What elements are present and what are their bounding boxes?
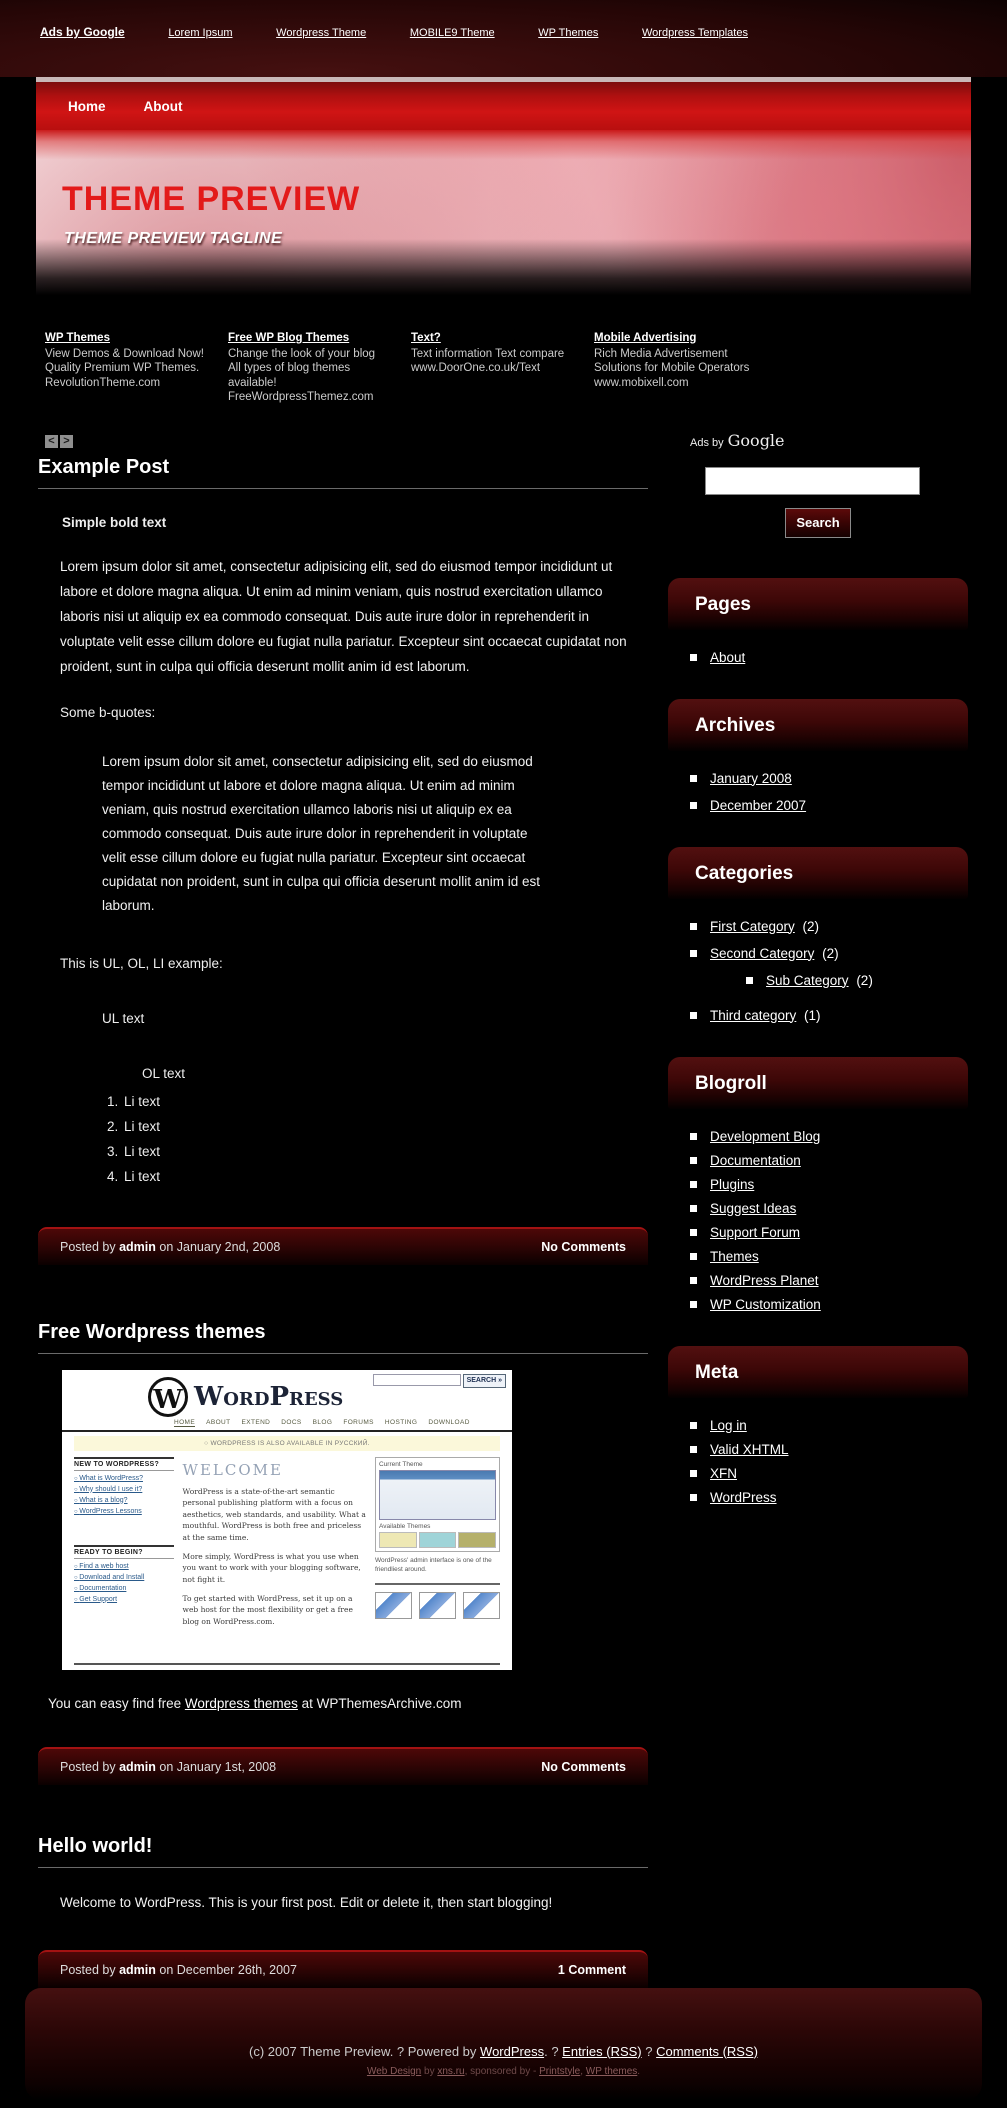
sidebar-link[interactable]: Third category (710, 1007, 797, 1023)
wp-current-theme-label: Current Theme (379, 1460, 423, 1468)
sidebar-list-item (690, 650, 968, 665)
sidebar-section-title: Meta (668, 1346, 968, 1398)
ordered-list (38, 1093, 648, 1185)
sidebar-search-button[interactable]: Search (785, 508, 851, 538)
footer (0, 1988, 1007, 2108)
wp-admin-caption: WordPress' admin interface is one of the friendliest around. (375, 1556, 492, 1573)
wp-search (373, 1374, 506, 1388)
sidebar-section-blogroll (668, 1057, 968, 1312)
list-example-label: This is UL, OL, LI example: (60, 955, 223, 971)
wp-nav-item[interactable]: EXTEND (241, 1418, 271, 1426)
ol-label: OL text (142, 1065, 186, 1081)
ad-text-line: Solutions for Mobile Operators (594, 362, 750, 374)
sidebar-link[interactable]: Themes (710, 1248, 759, 1264)
footer-box (25, 1988, 982, 2100)
wp-search-input[interactable] (373, 1374, 461, 1386)
wp-nav (174, 1419, 470, 1427)
post-meta-bar (38, 1747, 648, 1785)
sidebar-section-categories (668, 847, 968, 1023)
ad-text-line: Quality Premium WP Themes. (45, 362, 200, 374)
top-ad-link[interactable]: Wordpress Templates (642, 27, 748, 39)
sidebar-section-pages (668, 578, 968, 665)
wp-nav-item[interactable]: FORUMS (343, 1418, 374, 1426)
wp-left-link[interactable]: ○ Get Support (74, 1596, 174, 1603)
wp-language-notice: ○ WORDPRESS IS ALSO AVAILABLE IN РУССКИЙ. (74, 1436, 500, 1451)
post-meta-bar (38, 1950, 648, 1988)
post-bold-text: Simple bold text (62, 514, 167, 530)
text-link[interactable]: WordPress (480, 2043, 545, 2059)
text-link[interactable]: Wordpress themes (184, 1695, 298, 1711)
ad-text-line: available! (228, 376, 277, 389)
sidebar-list-item (746, 973, 968, 988)
post-title[interactable]: Hello world! (38, 1835, 648, 1868)
comments-link[interactable]: 1 Comment (557, 1962, 626, 1977)
sidebar-section-title: Categories (668, 847, 968, 899)
item-count: (2) (818, 945, 839, 961)
wp-left-link[interactable]: ○ Why should I use it? (74, 1486, 174, 1493)
posted-by-text: Posted by admin on January 1st, 2008 (60, 1759, 277, 1774)
sidebar-section-title: Pages (668, 578, 968, 630)
sidebar-link[interactable]: Development Blog (710, 1128, 821, 1144)
ad-text-line: www.DoorOne.co.uk/Text (411, 362, 541, 374)
wordpress-logo-icon: W (148, 1377, 188, 1417)
wp-nav-item[interactable]: BLOG (312, 1418, 333, 1426)
sidebar (668, 431, 968, 1514)
wp-theme-thumbnails (379, 1532, 496, 1548)
ad-column (45, 331, 228, 405)
ol-item: 1. Li text (122, 1093, 648, 1110)
sidebar-link[interactable]: WordPress (710, 1489, 777, 1505)
sidebar-list-item (690, 1490, 968, 1505)
wp-left-link[interactable]: ○ What is WordPress? (74, 1475, 174, 1482)
ads-by-google-link[interactable]: Ads by Google (40, 25, 125, 39)
ad-title-link[interactable]: Text? (411, 332, 441, 344)
ol-item: 2. Li text (122, 1118, 648, 1135)
google-logo: Google (727, 430, 785, 450)
free-themes-caption: You can easy find free Wordpress themes at WPThemesArchive.com (48, 1695, 462, 1711)
ad-title-link[interactable]: Mobile Advertising (594, 332, 697, 344)
ads-by-google-label: Ads by Google (690, 430, 785, 450)
ad-column (228, 331, 411, 405)
author-link[interactable]: admin (119, 1759, 156, 1774)
next-post-button[interactable]: > (60, 435, 73, 448)
comments-link[interactable]: No Comments (541, 1239, 626, 1254)
ad-column (411, 331, 594, 405)
wp-current-theme-box (375, 1457, 500, 1552)
wp-nav-item[interactable]: DOWNLOAD (428, 1418, 470, 1426)
sidebar-list-item (690, 1466, 968, 1481)
sidebar-link[interactable]: Support Forum (710, 1224, 801, 1240)
wp-nav-item[interactable]: HOME (174, 1418, 196, 1426)
sidebar-list-item (690, 1153, 968, 1168)
sidebar-section-title: Blogroll (668, 1057, 968, 1109)
sidebar-link[interactable]: December 2007 (710, 797, 807, 813)
sidebar-link[interactable]: XFN (710, 1465, 737, 1481)
sidebar-list-item (690, 1008, 968, 1023)
wp-left-link[interactable]: ○ Documentation (74, 1585, 174, 1592)
sidebar-link[interactable]: January 2008 (710, 770, 792, 786)
sidebar-link[interactable]: First Category (710, 918, 795, 934)
post-paragraph: Lorem ipsum dolor sit amet, consectetur adipisicing elit, sed do eiusmod tempor incididunt ut labore et dolore magna aliqua. Ut enim ad minim veniam, quis nostrud exercitation ullamco laboris nisi ut aliquip ex ea commodo consequat. Duis aute irure dolor in reprehenderit in voluptate velit esse cillum dolore eu fugiat nulla pariatur. Excepteur sint occaecat cupidatat non proident, sunt in culpa qui officia deserunt mollit anim id est laborum. (60, 558, 627, 674)
main-column (38, 431, 648, 1988)
sidebar-link[interactable]: Second Category (710, 945, 815, 961)
wp-nav-item[interactable]: DOCS (281, 1418, 302, 1426)
ad-text-line: RevolutionTheme.com (45, 376, 161, 389)
post-meta-bar (38, 1227, 648, 1265)
top-ads-bar (0, 0, 1007, 77)
wp-left-heading: NEW TO WORDPRESS? (74, 1457, 174, 1471)
wp-left-link[interactable]: ○ Download and Install (74, 1574, 174, 1581)
wp-available-themes-label: Available Themes (379, 1522, 431, 1530)
wp-paragraph: WordPress is a state-of-the-art semantic personal publishing platform with a focus on aesthetics, web standards, and usability. What a mouthful. WordPress is both free and priceless at the same time. (182, 1486, 366, 1542)
sidebar-list-item (690, 946, 968, 988)
top-ad-link[interactable]: WP Themes (538, 27, 599, 39)
wp-promo-cards (375, 1592, 500, 1619)
ad-title-link[interactable]: Free WP Blog Themes (228, 332, 350, 344)
site-title: THEME PREVIEW (62, 180, 361, 218)
wp-left-heading: READY TO BEGIN? (74, 1545, 174, 1559)
ol-item: 4. Li text (122, 1168, 648, 1185)
sidebar-section-meta (668, 1346, 968, 1505)
text-link[interactable]: Web Design (366, 2065, 422, 2077)
sidebar-list-item (690, 1129, 968, 1144)
wp-left-link[interactable]: ○ WordPress Lessons (74, 1508, 174, 1515)
ad-column (594, 331, 777, 405)
wp-header (62, 1370, 512, 1432)
author-link[interactable]: admin (119, 1239, 156, 1254)
sidebar-link[interactable]: Log in (710, 1417, 747, 1433)
sidebar-section-title: Archives (668, 699, 968, 751)
sidebar-link[interactable]: WordPress Planet (710, 1272, 819, 1288)
top-ads-links (0, 0, 748, 39)
wp-left-link[interactable]: ○ Find a web host (74, 1563, 174, 1570)
ad-text-line: Text information Text compare (411, 347, 565, 360)
ad-text-line: FreeWordpressThemez.com (228, 391, 374, 403)
sidebar-list-item (690, 1249, 968, 1264)
sidebar-search-input[interactable] (705, 467, 920, 495)
footer-credits: Web Design by xns.ru, sponsored by - Printstyle, WP themes. (366, 2065, 641, 2077)
ad-text-line: View Demos & Download Now! (45, 347, 204, 360)
top-ad-link[interactable]: Wordpress Theme (276, 27, 367, 39)
ul-item: UL text (102, 1010, 145, 1026)
ad-text-line: Rich Media Advertisement (594, 347, 728, 360)
blockquote: Lorem ipsum dolor sit amet, consectetur adipisicing elit, sed do eiusmod tempor incididunt ut labore et dolore magna aliqua. Ut enim ad minim veniam, quis nostrud exercitation ullamco laboris nisi ut aliquip ex ea commodo consequat. Duis aute irure dolor in reprehenderit in voluptate velit esse cillum dolore eu fugiat nulla pariatur. Excepteur sint occaecat cupidatat non proident, sunt in culpa qui officia deserunt mollit anim id est laborum. (102, 753, 541, 913)
sidebar-list-item (690, 1273, 968, 1288)
comments-link[interactable]: No Comments (541, 1759, 626, 1774)
wp-theme-column (375, 1457, 500, 1635)
top-ad-link[interactable]: MOBILE9 Theme (409, 27, 495, 39)
sidebar-list-item (690, 1297, 968, 1312)
nav-item-about[interactable]: About (143, 98, 183, 114)
site-tagline: THEME PREVIEW TAGLINE (64, 230, 283, 247)
bquotes-label: Some b-quotes: (60, 704, 156, 720)
ad-title-link[interactable]: WP Themes (45, 332, 110, 344)
sidebar-list-item (690, 1177, 968, 1192)
item-count: (1) (800, 1007, 821, 1023)
top-ad-link[interactable]: Lorem Ipsum (168, 27, 233, 39)
ol-item: 3. Li text (122, 1143, 648, 1160)
author-link[interactable]: admin (119, 1962, 156, 1977)
sidebar-link[interactable]: Sub Category (766, 972, 849, 988)
header-banner (36, 130, 971, 295)
wp-left-link[interactable]: ○ What is a blog? (74, 1497, 174, 1504)
sidebar-list-item (690, 1225, 968, 1240)
item-count: (2) (798, 918, 820, 934)
post-title[interactable]: Free Wordpress themes (38, 1321, 648, 1354)
ad-text-line: www.mobixell.com (594, 376, 689, 389)
wordpress-site-screenshot (62, 1370, 512, 1670)
ad-links-row (0, 295, 1007, 405)
wp-left-sidebar (74, 1457, 174, 1635)
text-link[interactable]: xns.ru (437, 2065, 465, 2077)
sidebar-list-item (690, 798, 968, 813)
text-link[interactable]: WP themes (585, 2065, 638, 2077)
wp-search-button[interactable]: SEARCH » (463, 1374, 506, 1388)
wp-paragraph: To get started with WordPress, set it up on a web host for the most flexibility or get a free blog on WordPress.com. (182, 1593, 353, 1626)
sidebar-link[interactable]: About (710, 649, 746, 665)
nav-item-home[interactable]: Home (68, 98, 106, 114)
pager (45, 431, 648, 449)
sidebar-list-item (690, 1442, 968, 1457)
item-count: (2) (852, 972, 873, 988)
sidebar-link[interactable]: WP Customization (710, 1296, 821, 1312)
sidebar-section-archives (668, 699, 968, 813)
text-link[interactable]: Entries (RSS) (562, 2043, 642, 2059)
sidebar-link[interactable]: Documentation (710, 1152, 801, 1168)
wp-welcome-column (183, 1457, 366, 1635)
sidebar-list-item (690, 771, 968, 786)
prev-post-button[interactable]: < (45, 435, 58, 448)
sidebar-link[interactable]: Suggest Ideas (710, 1200, 797, 1216)
main-nav (36, 77, 971, 130)
wp-admin-thumbnail (379, 1470, 496, 1520)
sidebar-link[interactable]: Plugins (710, 1176, 755, 1192)
sidebar-link[interactable]: Valid XHTML (710, 1441, 789, 1457)
wp-nav-item[interactable]: ABOUT (206, 1418, 231, 1426)
footer-copyright: (c) 2007 Theme Preview. ? Powered by WordPress. ? Entries (RSS) ? Comments (RSS) (249, 2043, 758, 2059)
wp-paragraph: More simply, WordPress is what you use when you want to work with your blogging software, not fight it. (182, 1551, 361, 1584)
text-link[interactable]: Comments (RSS) (656, 2043, 758, 2059)
posted-by-text: Posted by admin on December 26th, 2007 (60, 1962, 297, 1977)
wp-welcome-heading: WELCOME (182, 1460, 283, 1479)
sidebar-list-item (690, 1201, 968, 1216)
ad-text-line: All types of blog themes (228, 362, 351, 374)
posted-by-text: Posted by admin on January 2nd, 2008 (60, 1239, 281, 1254)
sidebar-list-item (690, 1418, 968, 1433)
wp-nav-item[interactable]: HOSTING (384, 1418, 418, 1426)
post-paragraph: Welcome to WordPress. This is your first post. Edit or delete it, then start blogging! (60, 1894, 553, 1910)
wordpress-logo: W WordPress (148, 1377, 343, 1417)
ad-text-line: Change the look of your blog (228, 347, 376, 360)
sidebar-list-item (690, 919, 968, 934)
post-title[interactable]: Example Post (38, 456, 648, 489)
text-link[interactable]: Printstyle (539, 2065, 581, 2077)
